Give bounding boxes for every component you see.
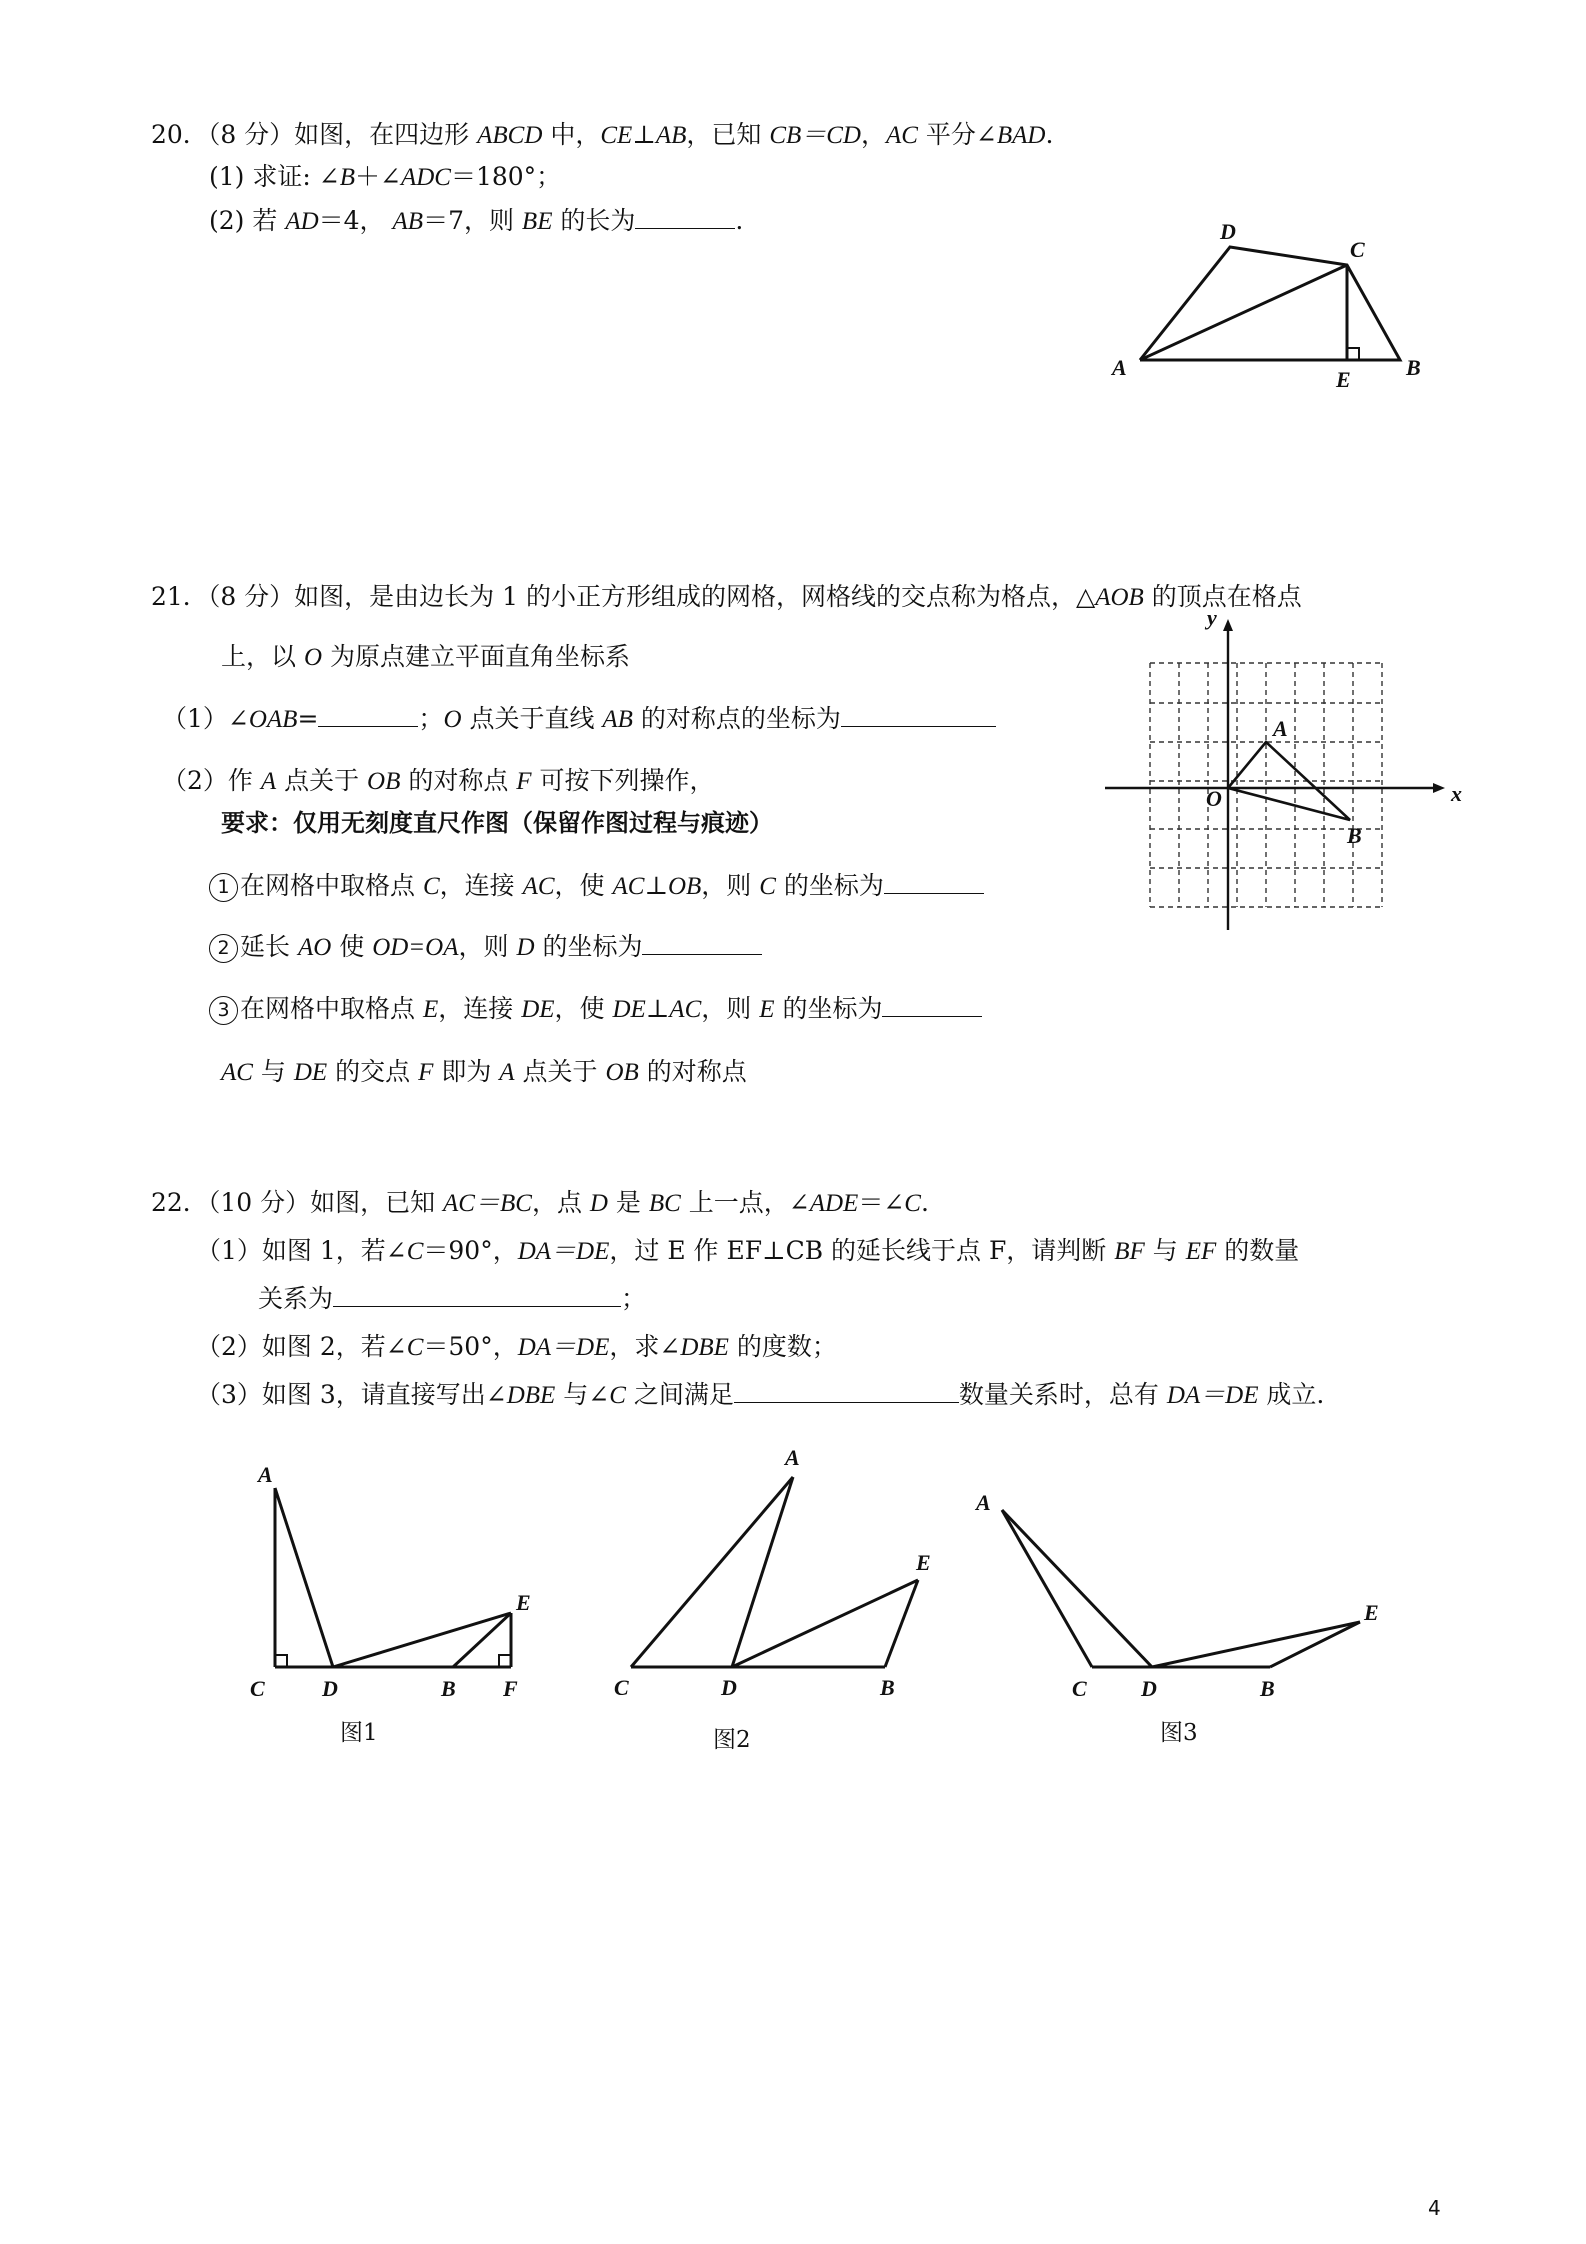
q21-var: DE [521, 996, 555, 1023]
q22-var: DA＝DE [517, 1334, 610, 1361]
right-angle-mark-c [275, 1655, 287, 1667]
label-c: C [1350, 237, 1365, 262]
q22-var: AC＝BC [443, 1190, 532, 1217]
q22-figure-1 [240, 1460, 560, 1760]
q20-intro [151, 118, 1053, 153]
q21-text: 的坐标为 [534, 932, 643, 961]
label-d: D [1220, 219, 1236, 244]
q21-text: 的对称点 [400, 766, 517, 795]
q21-grid-figure [1095, 605, 1475, 940]
q22-var: DBE [680, 1334, 729, 1361]
q21-text: 的坐标为 [775, 871, 884, 900]
q22-text: 与 [1144, 1236, 1186, 1265]
q22-var: ADE [809, 1190, 859, 1217]
q22-text: 数量关系时，总有 [958, 1380, 1167, 1409]
q20-var: AC [886, 122, 918, 149]
q20-text: 若 [252, 206, 286, 235]
q20-var: CE⊥AB [600, 122, 687, 149]
part-number: （1） [196, 1236, 262, 1265]
part-number: （3） [196, 1380, 262, 1409]
label-b: B [1260, 1676, 1275, 1701]
q21-var: F [516, 768, 532, 795]
answer-blank[interactable] [318, 702, 418, 727]
q21-text: 的顶点在格点 [1143, 582, 1302, 611]
step-marker: 1 [209, 873, 238, 902]
q21-text: = [297, 704, 319, 733]
segment-ad [732, 1477, 793, 1667]
answer-blank[interactable] [884, 869, 984, 894]
segment-be [1270, 1622, 1360, 1667]
step-marker: 3 [209, 996, 238, 1025]
q20-text: ， [861, 120, 887, 149]
q20-text: ，已知 [686, 120, 770, 149]
grid-lines [1150, 663, 1382, 907]
label-c: C [614, 1675, 629, 1700]
q21-var: O [303, 644, 323, 671]
q22-var: DA＝DE [517, 1238, 610, 1265]
q20-text: ＝4， [318, 206, 385, 235]
answer-blank[interactable] [642, 930, 762, 955]
q22-text: ，求∠ [609, 1332, 681, 1361]
answer-blank[interactable] [882, 992, 982, 1017]
q22-text: ＝90°， [423, 1236, 518, 1265]
q21-number: 21． [151, 582, 208, 611]
q21-text: ，使 [554, 871, 613, 900]
q21-part2 [162, 764, 715, 799]
q21-text: 即为 [433, 1057, 500, 1086]
q20-text: 平分∠ [917, 120, 997, 149]
q22-var: C [406, 1238, 424, 1265]
q22-text: 是 [607, 1188, 649, 1217]
q22-score: （10 分） [207, 1188, 311, 1217]
diagonal-ac [1140, 265, 1347, 360]
q22-figure-3 [960, 1470, 1400, 1760]
q21-var: AOB [1095, 584, 1144, 611]
q22-text: 的数量 [1216, 1236, 1300, 1265]
label-c: C [1072, 1676, 1087, 1701]
q21-part1 [162, 702, 996, 737]
q22-text: . [920, 1188, 929, 1217]
q21-var: OD=OA [372, 934, 459, 961]
q20-var: ABCD [477, 122, 543, 149]
q20-text: ＋∠ [354, 162, 401, 191]
q22-var: BC [648, 1190, 681, 1217]
q22-text: 之间满足 [625, 1380, 734, 1409]
q22-text: 如图 1，若∠ [261, 1236, 407, 1265]
q22-var: DA＝DE [1166, 1382, 1259, 1409]
q21-var: E [422, 996, 439, 1023]
label-d: D [322, 1676, 338, 1701]
q21-text: 在网格中取格点 [240, 994, 423, 1023]
q22-part2 [196, 1330, 837, 1365]
q20-text: 求证: ∠ [252, 162, 340, 191]
q21-text: ∠ [227, 704, 249, 733]
label-y: y [1207, 605, 1217, 630]
q21-step2 [209, 930, 762, 965]
q21-text: ； [418, 704, 444, 733]
q22-text: ＝50°， [423, 1332, 518, 1361]
q21-var: OB [605, 1059, 639, 1086]
q20-figure [1100, 215, 1440, 395]
q20-text: 中， [542, 120, 601, 149]
q20-score: （8 分） [207, 120, 295, 149]
segment-de [1152, 1622, 1360, 1667]
q22-part1 [196, 1234, 1299, 1269]
right-angle-mark-f [499, 1655, 511, 1667]
q20-var: BAD [996, 122, 1046, 149]
q21-var: D [516, 934, 535, 961]
q22-text: 的度数； [728, 1332, 837, 1361]
q21-var: C [759, 873, 776, 900]
q21-text: 作 [227, 766, 261, 795]
q21-var: OAB [248, 706, 298, 733]
label-o: O [1206, 786, 1222, 811]
q22-text: ＝∠ [858, 1188, 905, 1217]
q21-var: AC [522, 873, 555, 900]
figure-2-caption: 图2 [713, 1727, 751, 1753]
label-a: A [1112, 355, 1127, 380]
q21-var: AC⊥OB [612, 873, 702, 900]
label-b: B [880, 1675, 895, 1700]
q21-text: 点关于直线 [461, 704, 603, 733]
q22-var: C [406, 1334, 424, 1361]
q21-text: 的对称点的坐标为 [632, 704, 841, 733]
q20-part1 [209, 160, 561, 195]
part-number: （1） [162, 704, 228, 733]
label-d: D [1141, 1676, 1157, 1701]
q22-var: BF [1114, 1238, 1145, 1265]
figure-3-caption: 图3 [1160, 1720, 1198, 1746]
q21-var: A [260, 768, 277, 795]
answer-blank[interactable] [635, 204, 735, 229]
q21-var: OB [367, 768, 401, 795]
q22-var: C [904, 1190, 921, 1217]
q22-figure-2 [610, 1435, 950, 1765]
q21-text: ，连接 [438, 994, 522, 1023]
q20-text: . [735, 206, 744, 235]
q21-var: O [443, 706, 462, 733]
q20-var: AB [392, 208, 424, 235]
q21-step1 [209, 869, 984, 904]
label-e: E [516, 1590, 531, 1615]
q21-var: F [418, 1059, 434, 1086]
page-number: 4 [1428, 2196, 1441, 2220]
q20-var: BE [521, 208, 553, 235]
q22-text: 如图，已知 [310, 1188, 444, 1217]
q21-var: AB [602, 706, 633, 733]
q21-text: 为原点建立平面直角坐标系 [322, 642, 630, 671]
label-b: B [1406, 355, 1421, 380]
label-a: A [785, 1445, 800, 1470]
q21-text: 的对称点 [638, 1057, 747, 1086]
q21-text: 可按下列操作， [531, 766, 715, 795]
label-e: E [1364, 1600, 1379, 1625]
part-number: （2） [196, 1332, 262, 1361]
q21-text: 使 [331, 932, 373, 961]
label-e: E [916, 1550, 931, 1575]
q21-text: 的坐标为 [774, 994, 883, 1023]
q21-step3 [209, 992, 982, 1027]
q22-text: 与∠ [555, 1380, 610, 1409]
q21-var: E [759, 996, 775, 1023]
q21-var: AC [221, 1059, 253, 1086]
segment-ad [275, 1488, 333, 1667]
label-a: A [258, 1462, 273, 1487]
step-marker: 2 [209, 934, 238, 963]
q21-conclusion [221, 1055, 747, 1090]
label-b: B [1347, 823, 1362, 848]
q22-text: ，点 [531, 1188, 590, 1217]
answer-blank[interactable] [841, 702, 996, 727]
q22-var: C [609, 1382, 626, 1409]
answer-blank[interactable] [333, 1282, 621, 1307]
q20-var: B [339, 164, 355, 191]
q21-text: ，则 [458, 932, 517, 961]
q21-text: 延长 [240, 932, 298, 961]
q22-text: 如图 3，请直接写出∠ [261, 1380, 507, 1409]
q21-text: ，则 [701, 871, 760, 900]
q21-text: 在网格中取格点 [240, 871, 423, 900]
q22-text: 上一点，∠ [680, 1188, 810, 1217]
q22-intro [151, 1186, 929, 1221]
q21-text: 上，以 [221, 642, 304, 671]
q20-var: CB＝CD [769, 122, 861, 149]
part-number: （2） [162, 766, 228, 795]
label-c: C [250, 1676, 265, 1701]
q20-part2 [209, 204, 743, 239]
q21-text: 与 [252, 1057, 294, 1086]
part-number: (1) [209, 162, 245, 191]
figure-1-caption: 图1 [340, 1720, 378, 1746]
right-angle-mark [1347, 348, 1359, 360]
q21-score: （8 分） [207, 582, 295, 611]
segment-ca [631, 1477, 793, 1667]
label-b: B [441, 1676, 456, 1701]
q20-text: ＝180°； [450, 162, 562, 191]
label-e: E [1336, 367, 1351, 392]
part-number: (2) [209, 206, 245, 235]
q21-requirement: 要求：仅用无刻度直尺作图（保留作图过程与痕迹） [221, 809, 773, 837]
q21-text: ，则 [701, 994, 760, 1023]
q22-text: 关系为 [258, 1284, 334, 1313]
q22-var: DBE [506, 1382, 556, 1409]
answer-blank[interactable] [734, 1378, 959, 1403]
q20-number: 20． [151, 120, 208, 149]
label-d: D [721, 1675, 737, 1700]
label-a: A [1273, 716, 1288, 741]
y-axis-arrow [1223, 619, 1233, 631]
label-f: F [503, 1676, 518, 1701]
q22-text: ； [621, 1284, 647, 1313]
q22-var: D [589, 1190, 608, 1217]
q22-part1-line2 [258, 1282, 646, 1316]
q22-text: 成立. [1258, 1380, 1325, 1409]
q21-text: ，连接 [439, 871, 523, 900]
q21-var: A [499, 1059, 515, 1086]
q21-text: 点关于 [514, 1057, 606, 1086]
q22-text: 如图 2，若∠ [261, 1332, 407, 1361]
q22-text: ，过 E 作 EF⊥CB 的延长线于点 F，请判断 [609, 1236, 1115, 1265]
q21-var: AO [297, 934, 332, 961]
q20-text: 的长为 [552, 206, 636, 235]
q21-var: DE [293, 1059, 328, 1086]
q21-text: ，使 [554, 994, 613, 1023]
label-a: A [976, 1490, 991, 1515]
q20-text: . [1045, 120, 1054, 149]
x-axis-arrow [1433, 783, 1445, 793]
q20-text: 如图，在四边形 [294, 120, 478, 149]
q20-text: ＝7，则 [423, 206, 522, 235]
q20-var: AD [285, 208, 319, 235]
segment-de [333, 1613, 511, 1667]
q21-intro2 [221, 640, 630, 675]
q21-text: 如图，是由边长为 1 的小正方形组成的网格，网格线的交点称为格点，△ [294, 582, 1096, 611]
q21-text: 的交点 [327, 1057, 419, 1086]
q22-var: EF [1185, 1238, 1217, 1265]
q21-var: C [422, 873, 440, 900]
q22-part3 [196, 1378, 1324, 1413]
label-x: x [1451, 781, 1462, 806]
q22-number: 22． [151, 1188, 208, 1217]
q21-var: DE⊥AC [612, 996, 702, 1023]
q21-text: 点关于 [276, 766, 368, 795]
q20-var: ADC [400, 164, 451, 191]
